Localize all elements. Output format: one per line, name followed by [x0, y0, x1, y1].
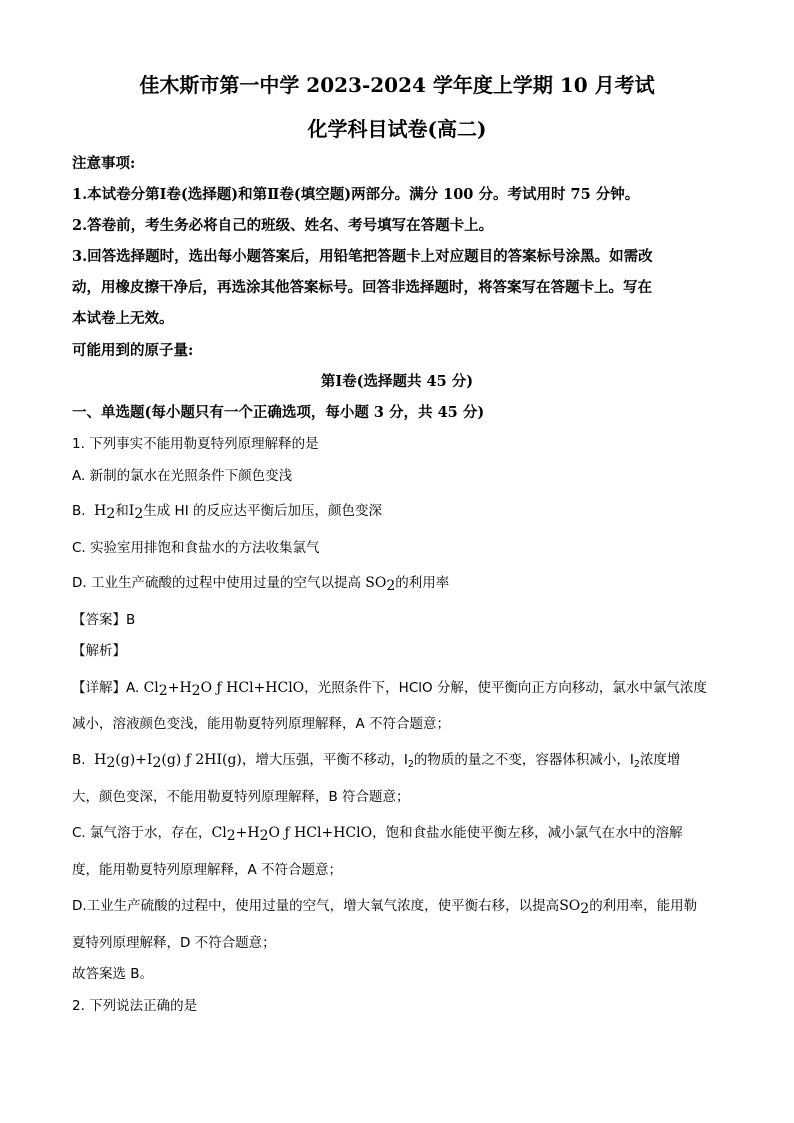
- analysis-c-line-1: C. 氯气溶于水，存在，$Cl_2+H_2O$ ƒ HCl+HClO，饱和食盐水能使平衡左移，减小氯气在水中的溶解: [72, 825, 683, 844]
- analysis-b-line-1: B. $H_2(g)+I_2(g)$ ƒ 2HI(g)，增大压强，平衡不移动，$I_2$的物质的量之不变，容器体积减小，$I_2$浓度增: [72, 752, 681, 771]
- answer-line: [72, 608, 722, 628]
- notes-item-3-line-1: 3.回答选择题时，选出每小题答案后，用铅笔把答题卡上对应题目的答案标号涂黑。如需改: [72, 248, 653, 265]
- analysis-a-line-1: 【详解】A. $Cl_2+H_2O$ ƒ HCl+HClO，光照条件下，HClO 分解，使平衡向正方向移动，氯水中氯气浓度: [72, 680, 707, 699]
- question-1-option-d: D. 工业生产硫酸的过程中使用过量的空气以提高 $SO_2$的利用率: [72, 575, 450, 594]
- question-1-option-a: A. 新制的氯水在光照条件下颜色变浅: [72, 468, 293, 484]
- part-heading: 一、单选题(每小题只有一个正确选项，每小题 3 分，共 45 分): [72, 404, 485, 421]
- notes-item-2: 2.答卷前，考生务必将自己的班级、姓名、考号填写在答题卡上。: [72, 217, 494, 234]
- question-1-option-c: C. 实验室用排饱和食盐水的方法收集氯气: [72, 540, 320, 556]
- notes-item-3-line-3: 本试卷上无效。: [72, 310, 174, 327]
- question-1-option-b: B. $H_2$和$I_2$生成 HI 的反应达平衡后加压，颜色变深: [72, 503, 382, 522]
- analysis-a-line-2: 减小，溶液颜色变浅，能用勒夏特列原理解释，A 不符合题意；: [72, 716, 451, 732]
- analysis-d-line-1: D.工业生产硫酸的过程中，使用过量的空气，增大氧气浓度，使平衡右移，以提高$SO_2$的利用率，能用勒: [72, 898, 698, 917]
- notes-heading: 注意事项:: [72, 155, 136, 172]
- exam-subtitle: 化学科目试卷(高二): [307, 117, 487, 141]
- analysis-c-line-2: 度，能用勒夏特列原理解释，A 不符合题意；: [72, 862, 343, 878]
- analysis-d-line-2: 夏特列原理解释，D 不符合题意；: [72, 935, 276, 951]
- answer-tag: 【答案】: [72, 612, 126, 628]
- analysis-tag: 【解析】: [72, 643, 126, 659]
- conclusion: 故答案选 B。: [72, 966, 154, 982]
- atomic-mass-note: 可能用到的原子量:: [72, 342, 194, 359]
- notes-item-3-line-2: 动，用橡皮擦干净后，再选涂其他答案标号。回答非选择题时，将答案写在答题卡上。写在: [72, 279, 652, 296]
- analysis-b-line-2: 大，颜色变深，不能用勒夏特列原理解释，B 符合题意；: [72, 789, 410, 805]
- question-2-stem: 2. 下列说法正确的是: [72, 998, 198, 1014]
- answer-value: B: [126, 612, 136, 628]
- exam-title: 佳木斯市第一中学 2023-2024 学年度上学期 10 月考试: [139, 73, 655, 97]
- detail-tag: 【详解】: [72, 680, 126, 696]
- section-heading: 第Ⅰ卷(选择题共 45 分): [320, 373, 474, 390]
- notes-item-1: 1.本试卷分第Ⅰ卷(选择题)和第Ⅱ卷(填空题)两部分。满分 100 分。考试用时 75 分钟。: [72, 186, 640, 203]
- question-1-stem: 1. 下列事实不能用勒夏特列原理解释的是: [72, 436, 319, 452]
